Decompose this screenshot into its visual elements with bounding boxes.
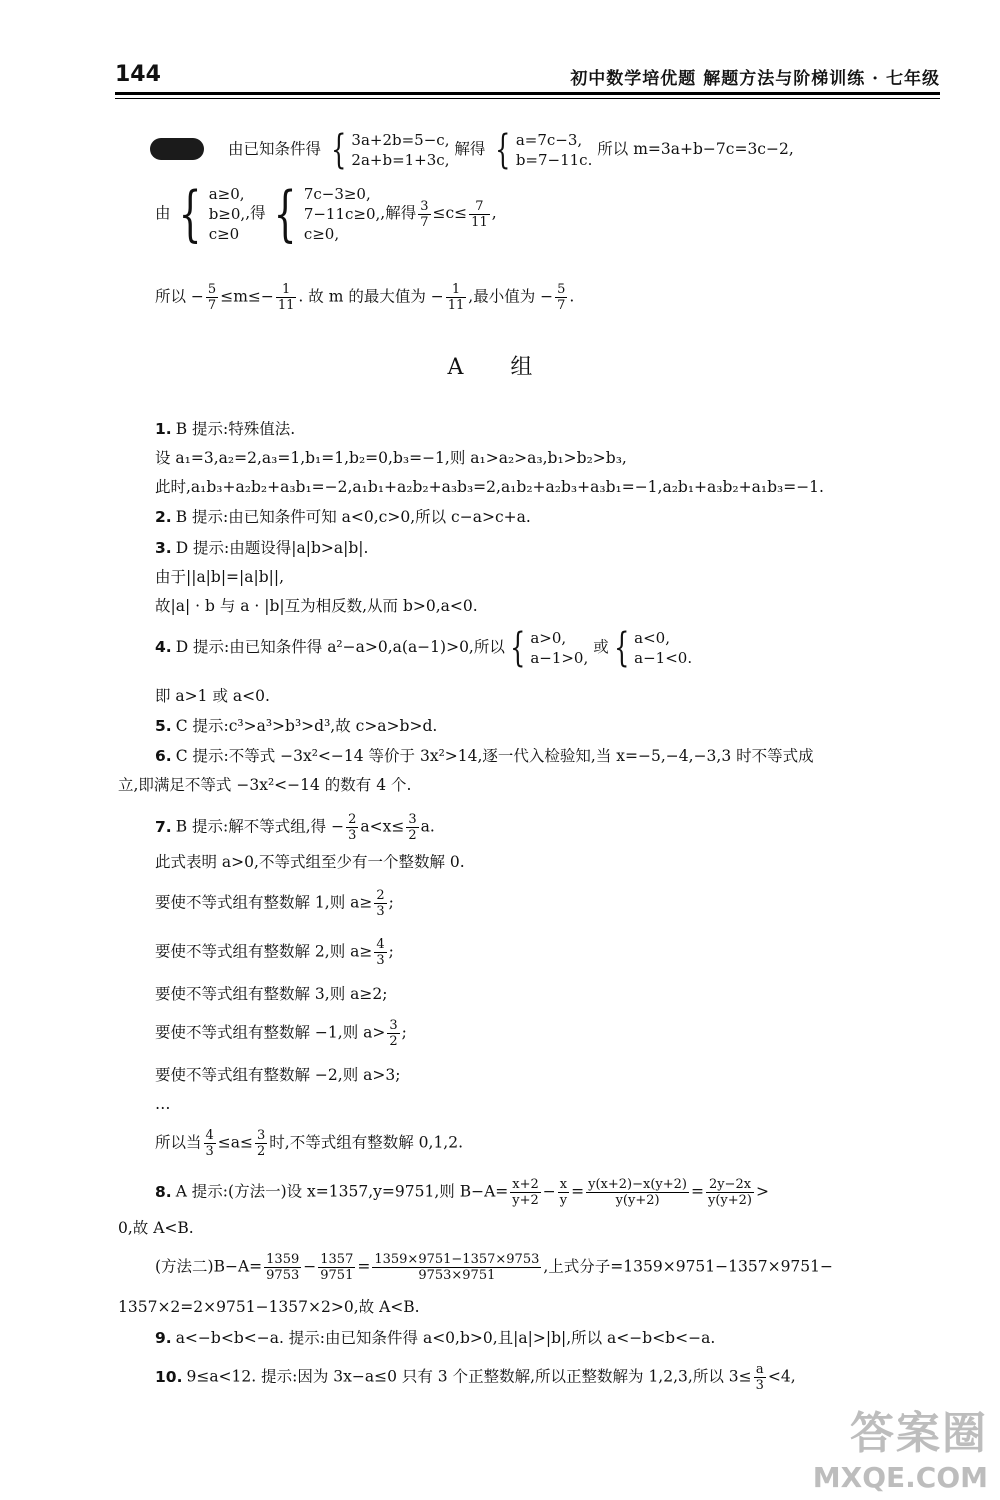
text: 或 bbox=[593, 638, 609, 656]
answer-text: C 提示:c³>a³>b³>d³,故 c>a>b>d. bbox=[175, 717, 438, 735]
text: = bbox=[357, 1257, 371, 1276]
numerator: a bbox=[754, 1362, 766, 1378]
answer-7-line-4 bbox=[155, 937, 394, 968]
inequality: c≥0 bbox=[208, 225, 240, 243]
inequality: a−1>0, bbox=[530, 649, 589, 667]
denominator: 9753 bbox=[266, 1268, 300, 1283]
header-rule-thick bbox=[115, 92, 940, 95]
item-number: 10. bbox=[155, 1367, 183, 1386]
item-number: 7. bbox=[155, 817, 172, 836]
page-number: 144 bbox=[115, 62, 161, 87]
equation-system bbox=[516, 130, 593, 170]
text: ≤a≤ bbox=[217, 1133, 254, 1152]
numerator: 2 bbox=[376, 888, 385, 903]
text: ,解得 bbox=[380, 204, 417, 222]
numerator: 3 bbox=[408, 812, 417, 827]
denominator: 11 bbox=[471, 214, 488, 230]
text: ≤c≤ bbox=[432, 204, 468, 222]
denominator: y(y+2) bbox=[708, 1193, 752, 1208]
text: ,得 bbox=[245, 204, 266, 222]
answer-text: 9≤a<12. 提示:因为 3x−a≤0 只有 3 个正整数解,所以正整数解为 1,2,3,所以 3≤ bbox=[186, 1367, 752, 1386]
answer-text: … bbox=[155, 1095, 171, 1113]
equation: a=7c−3, bbox=[515, 131, 583, 149]
denominator: 3 bbox=[376, 904, 385, 919]
inequality: c≥0, bbox=[303, 225, 340, 243]
answer-text: D 提示:由已知条件得 a²−a>0,a(a−1)>0,所以 bbox=[175, 638, 505, 656]
answer-text: a<−b<b<−a. 提示:由已知条件得 a<0,b>0,且|a|>|b|,所以 a<−b<b<−a. bbox=[175, 1329, 716, 1347]
fraction bbox=[706, 1177, 754, 1208]
numerator: 2y−2x bbox=[706, 1177, 754, 1193]
answer-4-line-2 bbox=[155, 685, 270, 707]
answer-3-line-3 bbox=[155, 595, 478, 617]
denominator: 9751 bbox=[320, 1268, 354, 1283]
numerator: 3 bbox=[257, 1128, 266, 1143]
denominator: 11 bbox=[447, 298, 465, 313]
inequality: a≥0, bbox=[208, 185, 245, 203]
fraction bbox=[206, 282, 218, 313]
answer-7-line-5 bbox=[155, 983, 387, 1005]
text: = bbox=[571, 1182, 585, 1201]
answer-text: 故|a| · b 与 a · |b|互为相反数,从而 b>0,a<0. bbox=[155, 597, 478, 615]
text: ,最小值为 − bbox=[468, 287, 554, 306]
answer-text: (方法二)B−A= bbox=[155, 1257, 263, 1276]
answer-1 bbox=[155, 418, 295, 440]
text: . 故 m 的最大值为 − bbox=[298, 287, 444, 306]
numerator: x bbox=[558, 1177, 569, 1193]
numerator: 1 bbox=[446, 282, 467, 298]
fraction bbox=[372, 1252, 541, 1283]
inequality-system bbox=[209, 184, 245, 244]
fraction bbox=[374, 888, 386, 919]
fraction bbox=[374, 937, 386, 968]
numerator: 1359×9751−1357×9753 bbox=[374, 1252, 540, 1267]
fraction bbox=[346, 812, 358, 843]
item-number: 2. bbox=[155, 508, 172, 526]
fraction bbox=[469, 199, 490, 230]
answer-text: C 提示:不等式 −3x²<−14 等价于 3x²>14,逐一代入检验知,当 x=−5,−4,−3,3 时不等式成 bbox=[175, 747, 814, 765]
text: 由 bbox=[155, 204, 171, 222]
page-header bbox=[115, 58, 940, 92]
fraction bbox=[387, 1018, 399, 1049]
text: − bbox=[542, 1182, 556, 1201]
answer-7-line-9 bbox=[155, 1128, 463, 1159]
answer-7-line-2 bbox=[155, 851, 465, 873]
numerator: y(x+2)−x(y+2) bbox=[588, 1177, 687, 1192]
numerator: 1 bbox=[276, 282, 297, 298]
brace-icon: { bbox=[178, 179, 202, 249]
answer-8-line-2 bbox=[118, 1217, 194, 1239]
answer-text: 1357×2=2×9751−1357×2>0,故 A<B. bbox=[118, 1298, 420, 1316]
text: ≤m≤− bbox=[220, 287, 274, 306]
denominator: 7 bbox=[207, 298, 217, 313]
inequality-system bbox=[304, 184, 380, 244]
text: , bbox=[491, 204, 497, 222]
answer-text: 要使不等式组有整数解 1,则 a≥ bbox=[155, 893, 373, 912]
fraction bbox=[276, 282, 297, 313]
fraction bbox=[586, 1177, 689, 1208]
fraction bbox=[204, 1128, 216, 1159]
denominator: y(y+2) bbox=[615, 1193, 660, 1208]
inequality-system bbox=[530, 628, 588, 668]
fraction bbox=[318, 1252, 355, 1283]
text: <4, bbox=[767, 1367, 796, 1386]
numerator: 1357 bbox=[320, 1252, 354, 1267]
equation: 3a+2b=5−c, bbox=[351, 131, 450, 149]
answer-8-line-4 bbox=[118, 1296, 420, 1318]
text: ; bbox=[388, 893, 394, 912]
answer-10 bbox=[155, 1362, 796, 1393]
denominator: 3 bbox=[348, 828, 357, 843]
denominator: 11 bbox=[277, 298, 295, 313]
brace-icon: { bbox=[495, 127, 511, 173]
inequality: 7−11c≥0, bbox=[303, 205, 381, 223]
equation-system bbox=[351, 130, 449, 170]
answer-7-line-8 bbox=[155, 1093, 171, 1115]
inequality: 7c−3≥0, bbox=[303, 185, 371, 203]
answer-text: 立,即满足不等式 −3x²<−14 的数有 4 个. bbox=[118, 776, 412, 794]
item-number: 8. bbox=[155, 1182, 172, 1201]
fraction bbox=[406, 812, 418, 843]
text: 时,不等式组有整数解 0,1,2. bbox=[269, 1133, 464, 1152]
answer-9 bbox=[155, 1327, 715, 1349]
numerator: 3 bbox=[420, 198, 429, 214]
denominator: 2 bbox=[408, 828, 417, 843]
numerator: 5 bbox=[207, 282, 217, 297]
text: > bbox=[756, 1182, 769, 1201]
watermark-url: MXQE.COM bbox=[812, 1461, 988, 1494]
inequality: a>0, bbox=[530, 629, 567, 647]
answer-text: 此时,a₁b₃+a₂b₂+a₃b₁=−2,a₁b₁+a₂b₂+a₃b₃=2,a₁b₂+a₂b₃+a₃b₁=−1,a₂b₁+a₃b₂+a₁b₃=−1. bbox=[155, 478, 824, 496]
text: 解得 bbox=[454, 140, 486, 158]
answer-6-line-2 bbox=[118, 774, 411, 796]
item-number: 1. bbox=[155, 420, 172, 438]
text: 所以 m=3a+b−7c=3c−2, bbox=[597, 140, 794, 158]
answer-6 bbox=[155, 745, 814, 767]
answer-text: A 提示:(方法一)设 x=1357,y=9751,则 B−A= bbox=[175, 1182, 509, 1201]
brace-icon: { bbox=[273, 179, 297, 249]
answer-7-line-6 bbox=[155, 1018, 407, 1049]
numerator: 3 bbox=[389, 1018, 398, 1033]
denominator: 9753×9751 bbox=[418, 1268, 496, 1283]
text: 所以 − bbox=[155, 287, 204, 306]
section-title: A 组 bbox=[447, 355, 553, 380]
item-number: 4. bbox=[155, 638, 172, 656]
answer-7-line-3 bbox=[155, 888, 394, 919]
watermark bbox=[813, 1397, 988, 1494]
denominator: 3 bbox=[755, 1378, 764, 1393]
answer-3-line-2 bbox=[155, 566, 284, 588]
text: a. bbox=[420, 817, 435, 836]
brace-icon: { bbox=[331, 127, 347, 173]
answer-7 bbox=[155, 812, 435, 843]
inequality: a<0, bbox=[634, 629, 670, 647]
text: 由已知条件得 bbox=[228, 140, 322, 158]
text: = bbox=[691, 1182, 704, 1201]
answer-3 bbox=[155, 537, 368, 559]
fraction bbox=[264, 1252, 301, 1283]
text: a<x≤ bbox=[360, 817, 405, 836]
example-line-1 bbox=[228, 127, 794, 173]
denominator: 7 bbox=[420, 214, 429, 230]
running-title: 初中数学培优题 解题方法与阶梯训练 · 七年级 bbox=[570, 69, 940, 89]
numerator: 7 bbox=[469, 199, 490, 215]
example-line-3 bbox=[155, 282, 574, 313]
answer-8-line-3 bbox=[155, 1252, 833, 1283]
answer-2 bbox=[155, 506, 531, 528]
solution-badge-icon bbox=[150, 138, 204, 160]
answer-1-line-2 bbox=[155, 447, 627, 469]
answer-text: D 提示:由题设得|a|b>a|b|. bbox=[175, 539, 369, 557]
text: ; bbox=[401, 1023, 407, 1042]
answer-text: 0,故 A<B. bbox=[118, 1219, 194, 1237]
text: − bbox=[303, 1257, 317, 1276]
answer-text: B 提示:由已知条件可知 a<0,c>0,所以 c−a>c+a. bbox=[175, 508, 531, 526]
answer-text: 要使不等式组有整数解 3,则 a≥2; bbox=[155, 985, 388, 1003]
numerator: x+2 bbox=[510, 1177, 541, 1193]
answer-5 bbox=[155, 715, 437, 737]
answer-4 bbox=[155, 625, 693, 671]
answer-text: 所以当 bbox=[155, 1133, 202, 1152]
item-number: 9. bbox=[155, 1329, 172, 1347]
item-number: 6. bbox=[155, 747, 172, 765]
brace-icon: { bbox=[509, 625, 526, 671]
answer-text: 要使不等式组有整数解 −1,则 a> bbox=[155, 1023, 386, 1042]
equation: b=7−11c. bbox=[515, 151, 593, 169]
equation: 2a+b=1+3c, bbox=[351, 151, 450, 169]
watermark-logo: 答案圈 bbox=[850, 1408, 988, 1459]
text: . bbox=[569, 287, 575, 306]
answer-text: B 提示:特殊值法. bbox=[175, 420, 296, 438]
item-number: 3. bbox=[155, 539, 172, 557]
fraction bbox=[555, 282, 567, 313]
fraction bbox=[558, 1177, 569, 1208]
numerator: 4 bbox=[205, 1128, 214, 1143]
answer-7-line-7 bbox=[155, 1064, 400, 1086]
inequality: b≥0, bbox=[208, 205, 246, 223]
answer-1-line-3 bbox=[155, 476, 824, 498]
answer-text: 要使不等式组有整数解 2,则 a≥ bbox=[155, 942, 373, 961]
denominator: 3 bbox=[205, 1144, 214, 1159]
fraction bbox=[754, 1362, 766, 1393]
denominator: 7 bbox=[557, 298, 566, 313]
answer-8 bbox=[155, 1177, 769, 1208]
answer-text: 由于||a|b|=|a|b||, bbox=[155, 568, 285, 586]
header-rule-thin bbox=[115, 98, 940, 99]
denominator: 2 bbox=[257, 1144, 266, 1159]
numerator: 5 bbox=[557, 282, 566, 297]
fraction bbox=[510, 1177, 541, 1208]
answer-text: B 提示:解不等式组,得 − bbox=[175, 817, 345, 836]
fraction bbox=[255, 1128, 267, 1159]
answer-text: 要使不等式组有整数解 −2,则 a>3; bbox=[155, 1066, 401, 1084]
text: ; bbox=[388, 942, 394, 961]
numerator: 4 bbox=[376, 937, 385, 952]
denominator: y+2 bbox=[512, 1193, 539, 1208]
inequality-system bbox=[634, 628, 692, 668]
denominator: 3 bbox=[376, 953, 385, 968]
fraction bbox=[446, 282, 467, 313]
text: ,上式分子=1359×9751−1357×9751− bbox=[543, 1257, 834, 1276]
fraction bbox=[418, 199, 430, 230]
answer-text: 此式表明 a>0,不等式组至少有一个整数解 0. bbox=[155, 853, 465, 871]
denominator: y bbox=[559, 1193, 568, 1208]
answer-text: 设 a₁=3,a₂=2,a₃=1,b₁=1,b₂=0,b₃=−1,则 a₁>a₂>a₃,b₁>b₂>b₃, bbox=[155, 449, 627, 467]
item-number: 5. bbox=[155, 717, 172, 735]
denominator: 2 bbox=[389, 1034, 398, 1049]
inequality: a−1<0. bbox=[634, 649, 693, 667]
numerator: 1359 bbox=[266, 1252, 300, 1267]
example-line-2 bbox=[155, 179, 497, 249]
numerator: 2 bbox=[348, 812, 357, 827]
answer-text: 即 a>1 或 a<0. bbox=[155, 687, 270, 705]
brace-icon: { bbox=[613, 625, 630, 671]
